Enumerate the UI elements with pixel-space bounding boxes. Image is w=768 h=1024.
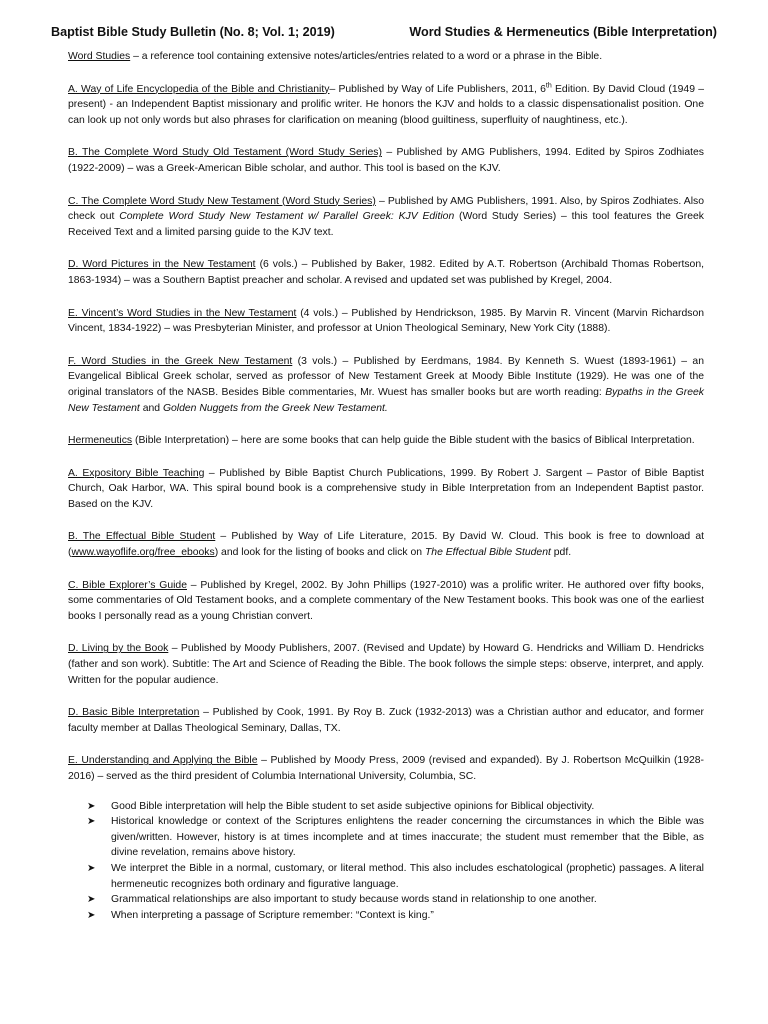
entry-text: – Published by Cook, 1991. By Roy B. Zuck (1932-2013) was a Christian author and educator, and former faculty member at Dallas Theological Seminary, Dallas, TX. [68,707,704,734]
bulletin-title: Baptist Bible Study Bulletin (No. 8; Vol. 1; 2019) [51,25,335,39]
hermeneutics-entry-b [68,529,704,560]
hermeneutics-intro [68,433,704,449]
list-item-text: When interpreting a passage of Scripture remember: “Context is king.” [111,909,434,921]
entry-title: A. Expository Bible Teaching [68,467,205,479]
list-item-text: Good Bible interpretation will help the Bible student to set aside subjective opinions for Biblical objectivity. [111,800,595,812]
word-studies-definition: – a reference tool containing extensive notes/articles/entries related to a word or a phrase in the Bible. [130,51,603,62]
word-study-entry-c [68,194,704,241]
word-study-entry-b [68,145,704,176]
list-item-text: Grammatical relationships are also important to study because words stand in relationship to one another. [111,894,597,906]
entry-text: – Published by AMG Publishers, 1994. Edited by Spiros Zodhiates (1922-2009) – was a Greek-American Bible scholar, and author. This tool is based on the KJV. [68,147,704,174]
list-item [87,861,704,892]
entry-text-continued: and [139,402,163,414]
entry-italic-title-2: Golden Nuggets from the Greek New Testament. [162,402,388,414]
list-item [87,814,704,861]
entry-text-end: pdf. [550,547,572,559]
entry-title: D. Living by the Book [68,643,169,655]
entry-title: D. Word Pictures in the New Testament [68,259,256,271]
word-study-entry-e [68,306,704,337]
entry-text-continued: ) and look for the listing of books and click on [214,547,425,559]
entry-title: C. Bible Explorer’s Guide [68,579,187,591]
hermeneutics-entry-d [68,641,704,688]
list-item [87,892,704,908]
list-item [87,799,704,815]
page-header [51,24,717,40]
hermeneutics-term: Hermeneutics [68,435,133,447]
word-study-entry-a [68,82,704,129]
word-studies-intro [68,49,704,65]
arrowhead-icon: ➤ [87,909,96,921]
entry-text-continued: (Word Study Series) – this tool features the Greek Received Text and a limited parsing guide to the KJV text. [68,211,704,238]
entry-title: E. Understanding and Applying the Bible [68,755,258,767]
word-study-entry-d [68,257,704,288]
entry-text: – Published by Bible Baptist Church Publications, 1999. By Robert J. Sargent – Pastor of Bible Baptist Church, Oak Harbor, WA. This spiral bound book is a comprehensive study in Bible Interpretation from an Independent Baptist pastor. Based on the KJV. [68,467,704,510]
entry-title: C. The Complete Word Study New Testament (Word Study Series) [68,195,376,207]
entry-text: – Published by Way of Life Literature, 2015. By David W. Cloud. This book is free to download at ( [68,531,705,559]
hermeneutics-definition: (Bible Interpretation) – here are some books that can help guide the Bible student with the basics of Biblical Interpretation. [132,435,695,447]
entry-text: (3 vols.) – Published by Eerdmans, 1984. By Kenneth S. Wuest (1893-1961) – an Evangelical Biblical Greek scholar, served as professor of New Testament Greek at Moody Bible Institute (1929). He was one of the original translators of the NASB. Besides Bible commentaries, Mr. Wuest has smaller books but are worth reading: [68,355,704,398]
list-item-text: We interpret the Bible in a normal, customary, or literal method. This also includes eschatological (prophetic) passages. A literal hermeneutic recognizes both ordinary and figurative language. [111,862,704,890]
word-study-entry-f [68,354,704,416]
entry-text-continued: Edition. By David Cloud (1949 – present) - an Independent Baptist missionary and prolific writer. He honors the KJV and holds to a classic dispensationalist position. One can look up not only words but also phrases for clarification on meaning (blood guiltiness, superfluity of naughtiness, etc.). [68,83,704,126]
hermeneutics-entry-d2 [68,705,704,736]
entry-superscript: th [545,82,552,90]
entry-title: F. Word Studies in the Greek New Testament [68,355,293,367]
topic-title: Word Studies & Hermeneutics (Bible Interpretation) [409,25,717,39]
entry-italic-title: The Effectual Bible Student [424,547,551,559]
list-item [87,908,704,924]
entry-title: B. The Effectual Bible Student [68,531,216,543]
entry-text: (6 vols.) – Published by Baker, 1982. Edited by A.T. Robertson (Archibald Thomas Robertson, 1863-1934) – was a Southern Baptist preacher and scholar. A revised and updated set was published by Kregel, 2004. [68,259,705,286]
hermeneutics-entry-a [68,466,704,513]
entry-text: – Published by AMG Publishers, 1991. Also, by Spiros Zodhiates. Also check out [68,195,704,223]
hermeneutics-entry-e [68,753,704,784]
entry-title: D. Basic Bible Interpretation [68,707,200,719]
word-studies-term: Word Studies [68,51,131,62]
arrowhead-icon: ➤ [87,862,96,874]
ebooks-link[interactable]: www.wayoflife.org/free_ebooks [71,547,215,559]
arrowhead-icon: ➤ [87,816,96,828]
entry-text: – Published by Kregel, 2002. By John Phillips (1927-2010) was a prolific writer. He authored over fifty books, some commentaries of Old Testament books, and a complete commentary of the New Testament books. This book was one of the earliest books I personally read as a young Christian convert. [68,579,705,622]
principles-list [68,799,704,924]
entry-title: E. Vincent’s Word Studies in the New Testament [68,307,297,319]
entry-italic-title: Bypaths in the Greek New Testament [68,386,704,414]
entry-italic-title: Complete Word Study New Testament w/ Parallel Greek: KJV Edition [119,211,455,223]
entry-title: B. The Complete Word Study Old Testament (Word Study Series) [68,147,382,159]
hermeneutics-entry-c [68,578,704,625]
entry-text: (4 vols.) – Published by Hendrickson, 1985. By Marvin R. Vincent (Marvin Richardson Vincent, 1834-1922) – was Presbyterian Minister, and professor at Union Theological Seminary, New York City (1888). [68,307,705,335]
entry-text: – Published by Way of Life Publishers, 2011, 6 [329,83,546,95]
entry-title: A. Way of Life Encyclopedia of the Bible and Christianity [68,83,330,95]
arrowhead-icon: ➤ [87,800,96,812]
list-item-text: Historical knowledge or context of the Scriptures enlightens the reader concerning the circumstances in which the Bible was given/written. However, history is at times incomplete and at times inaccurate; the student must remember that the Bible, as divine revelation, remains above history. [111,816,704,859]
entry-text: – Published by Moody Press, 2009 (revised and expanded). By J. Robertson McQuilkin (1928-2016) – served as the third president of Columbia International University, Columbia, SC. [68,755,704,782]
arrowhead-icon: ➤ [87,894,96,906]
entry-text: – Published by Moody Publishers, 2007. (Revised and Update) by Howard G. Hendricks and William D. Hendricks (father and son work). Subtitle: The Art and Science of Reading the Bible. The book follows the simple steps: observe, interpret, and apply. Written for the popular audience. [68,643,704,686]
